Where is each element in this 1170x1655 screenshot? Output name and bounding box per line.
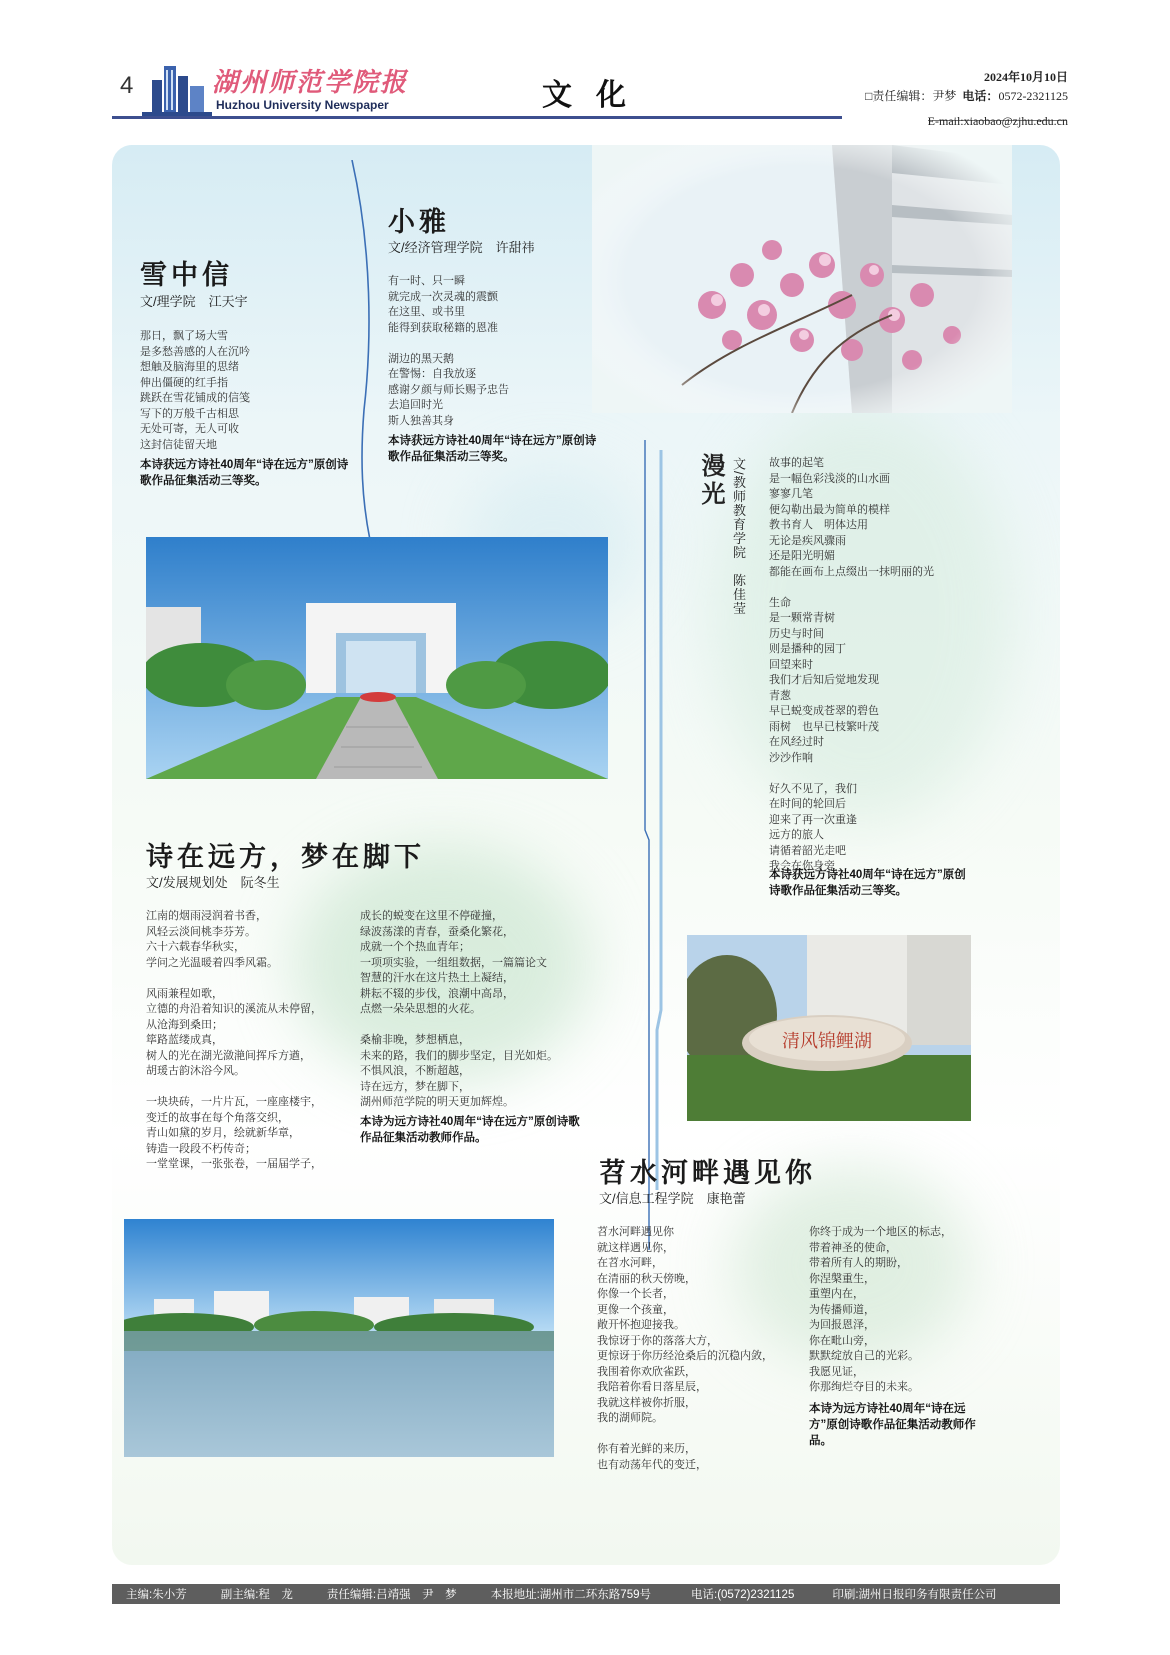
poem-line: 一项项实验，一组组数据，一篇篇论文 [360,955,547,969]
poem-line: 湖州师范学院的明天更加辉煌。 [360,1095,514,1108]
lake-photo-art [124,1219,554,1457]
poem-line: 树人的光在湖光潋滟间挥斥方遒， [146,1048,311,1062]
poem-title-tiaoshui: 苕水河畔遇见你 [599,1158,816,1189]
header-meta [865,68,1068,131]
footer-address: 本报地址:湖州市二环东路759号 [490,1589,651,1601]
poem-line: 敞开怀抱迎接我。 [597,1318,685,1331]
poem-line: 在时间的轮回后 [769,797,846,810]
poem-line: 在警惕：自我放逐 [388,367,476,380]
section-title: 文化 [542,78,650,113]
poem-line: 寥寥几笔 [769,487,813,500]
poem-body-tiaoshui-col2 [809,1224,952,1410]
magnolia-building-photo [592,145,1012,413]
poem-line: 更惊讶于你历经沧桑后的沉稳内敛， [597,1349,773,1362]
paper-name-en: Huzhou University Newspaper [216,98,389,112]
poem-line: 更像一个孩童， [597,1302,674,1316]
poem-line: 去追回时光 [388,398,443,411]
poem-line: 变迁的故事在每个角落交织， [146,1110,289,1124]
poem-line: 立德的舟沿着知识的溪流从未停留， [146,1002,322,1015]
poem-line: 你涅槃重生， [809,1271,875,1285]
poem-byline-shizaiyuanfang: 文/发展规划处 阮冬生 [146,875,280,890]
poem-stanza [360,1032,558,1110]
poem-line: 六十六载春华秋实， [146,940,245,953]
editor-contact [865,87,1068,106]
poem-line: 一块块砖，一片片瓦，一座座楼宇， [146,1095,322,1108]
poem-line: 智慧的汗水在这片热土上凝结， [360,971,514,984]
phone-label: 电话： [962,89,999,103]
poem-line: 跳跃在雪花铺成的信笺 [140,391,250,404]
poem-line: 苕水河畔遇见你 [597,1225,674,1238]
poem-line: 沙沙作响 [769,750,813,764]
stone-inscription-photo [687,935,971,1121]
poem-line: 你那绚烂夺目的未来。 [809,1380,919,1393]
lake-campus-photo [124,1219,554,1457]
poem-body-shizaiyuanfang-col1 [146,908,322,1187]
poem-line: 铸造一段段不朽传奇； [146,1141,256,1155]
poem-line: 生命 [769,595,791,609]
poem-line: 一堂堂课，一张张卷，一届届学子， [146,1157,322,1170]
stone-photo-art [687,935,971,1121]
poem-line: 从沧海到桑田； [146,1017,223,1031]
poem-stanza [146,1094,322,1172]
poem-line: 是一颗常青树 [769,611,835,624]
poem-line: 重塑内在， [809,1287,864,1300]
poem-line: 便勾勒出最为简单的模样 [769,502,890,516]
footer-printer: 印刷:湖州日报印务有限责任公司 [832,1589,997,1601]
poem-body-tiaoshui-col1 [597,1224,773,1488]
poem-line: 我们才后知后觉地发现 [769,673,879,686]
poem-stanza [597,1224,773,1426]
poem-stanza [597,1441,773,1472]
poem-line: 写下的万般千古相思 [140,406,239,420]
poem-line: 我就这样被你折服， [597,1395,696,1409]
poem-line: 你像一个长者， [597,1287,674,1300]
poem-title-xiaoya: 小雅 [388,207,450,238]
duty-editor: □责任编辑：尹梦 [865,89,957,103]
poem-byline-xuezhongxin: 文/理学院 江天宇 [140,294,248,309]
poem-line: 湖边的黑天鹅 [388,351,454,365]
poem-line: 点燃一朵朵思想的火花。 [360,1002,481,1015]
poem-line: 无论是疾风骤雨 [769,533,846,547]
poem-line: 有一时、只一瞬 [388,274,465,287]
poem-title-manguang: 漫光 [697,453,726,509]
poem-line: 为回报恩泽， [809,1318,875,1331]
poem-line: 回望来时 [769,657,813,671]
stone-inscription-text: 清风锦鲤湖 [782,1031,872,1052]
poem-line: 故事的起笔 [769,456,824,469]
main-building-photo [146,537,608,779]
footer-chief-editor: 主编:朱小芳 [126,1589,187,1601]
poem-stanza [769,781,934,874]
poem-line: 是一幅色彩浅淡的山水画 [769,471,890,485]
poem-line: 青山如黛的岁月，绘就新华章， [146,1126,300,1139]
poem-line: 桑榆非晚，梦想栖息， [360,1033,470,1046]
paper-name-cn: 湖州师范学院报 [212,68,409,98]
poem-line: 成长的蜕变在这里不停碰撞， [360,909,503,922]
poem-line: 胡瑗古韵沐浴今风。 [146,1064,245,1077]
poem-stanza [769,595,934,766]
poem-line: 成就一个个热血青年； [360,940,470,953]
poem-line: 带着神圣的使命， [809,1240,897,1254]
poem-line: 无处可寄，无人可收 [140,422,239,435]
poem-line: 在风经过时 [769,735,824,748]
poem-stanza [146,986,322,1079]
poem-stanza [360,908,558,1017]
poem-award-tiaoshui: 本诗为远方诗社40周年“诗在远方”原创诗歌作品征集活动教师作品。 [809,1403,976,1447]
poem-line: 你在毗山旁， [809,1333,875,1347]
poem-line: 带着所有人的期盼， [809,1256,908,1269]
footer-bar [112,1584,1060,1604]
poem-stanza [809,1224,952,1395]
poem-stanza [140,328,250,452]
footer-phone: 电话:(0572)2321125 [691,1589,795,1601]
poem-line: 我围着你欢欣雀跃， [597,1364,696,1378]
poem-line: 青葱 [769,688,791,702]
poem-line: 迎来了再一次重逢 [769,812,857,826]
poem-line: 我的湖师院。 [597,1411,663,1424]
poem-body-manguang [769,455,934,889]
poem-body-xuezhongxin [140,328,250,468]
phone-number: 0572-2321125 [998,89,1068,103]
poem-line: 这封信徒留天地 [140,437,217,451]
poem-line: 教书育人 明体达用 [769,518,868,531]
campus-building-logo-icon [142,58,212,120]
poem-stanza [388,273,509,335]
poem-line: 在清丽的秋天傍晚， [597,1271,696,1285]
poem-line: 想触及脑海里的思绪 [140,360,239,373]
poem-line: 筚路蓝缕成真， [146,1033,223,1046]
poem-line: 就完成一次灵魂的震颤 [388,289,498,303]
poem-line: 你终于成为一个地区的标志， [809,1225,952,1238]
magnolia-photo-art [592,145,1012,413]
poem-stanza [146,908,322,970]
poem-line: 我惊讶于你的落落大方， [597,1333,718,1347]
poem-award-shizaiyuanfang: 本诗为远方诗社40周年“诗在远方”原创诗歌作品征集活动教师作品。 [360,1116,580,1144]
footer-deputy-editor: 副主编:程 龙 [220,1589,293,1601]
poem-line: 雨树 也早已枝繁叶茂 [769,719,879,733]
poem-byline-tiaoshui: 文/信息工程学院 康艳蕾 [599,1191,746,1206]
poem-line: 默默绽放自己的光彩。 [809,1349,919,1362]
poem-line: 就这样遇见你， [597,1240,674,1254]
email: E-mail:xiaobao@zjhu.edu.cn [927,114,1068,128]
poem-line: 为传播师道， [809,1302,875,1316]
poem-line: 远方的旅人 [769,828,824,841]
poem-line: 历史与时间 [769,626,824,640]
footer-duty-editor: 责任编辑:吕靖强 尹 梦 [326,1589,457,1601]
poem-line: 能得到获取秘籍的恩准 [388,320,498,334]
poem-body-shizaiyuanfang-col2 [360,908,558,1125]
poem-line: 伸出僵硬的红手指 [140,375,228,389]
poem-title-shizaiyuanfang: 诗在远方，梦在脚下 [146,842,425,873]
main-building-photo-art [146,537,608,779]
poem-line: 耕耘不辍的步伐，浪潮中高昂， [360,986,514,1000]
poem-award-xiaoya: 本诗获远方诗社40周年“诗在远方”原创诗歌作品征集活动三等奖。 [388,435,597,463]
poem-line: 你有着光鲜的来历， [597,1442,696,1455]
poem-line: 不惧风浪，不断超越， [360,1064,470,1077]
poem-line: 在这里、或书里 [388,305,465,318]
page-number: 4 [120,72,134,99]
poem-line: 早已蜕变成苍翠的碧色 [769,704,879,717]
poem-line: 请循着韶光走吧 [769,843,846,857]
poem-stanza [388,351,509,429]
poem-line: 都能在画布上点缀出一抹明丽的光 [769,564,934,578]
poem-stanza [769,455,934,579]
poem-line: 风轻云淡间桃李芬芳。 [146,924,256,938]
poem-line: 是多愁善感的人在沉吟 [140,344,250,358]
poem-line: 那日，飘了场大雪 [140,329,228,342]
poem-line: 我会在你身旁 [769,859,835,872]
content-panel [112,145,1060,1565]
poem-line: 感谢夕颜与师长赐予忠告 [388,382,509,396]
poem-line: 斯人独善其身 [388,413,454,427]
issue-date: 2024年10月10日 [983,70,1068,84]
poem-byline-manguang: 文/教师教育学院 陈佳莹 [731,457,746,616]
poem-award-manguang: 本诗获远方诗社40周年“诗在远方”原创诗歌作品征集活动三等奖。 [769,869,966,897]
poem-title-xuezhongxin: 雪中信 [140,260,233,291]
poem-line: 我陪着你看日落星辰， [597,1380,707,1393]
poem-body-xiaoya [388,273,509,444]
poem-line: 我愿见证， [809,1364,864,1378]
poem-line: 绿波荡漾的青春，蚕桑化繁花， [360,924,514,938]
poem-line: 还是阳光明媚 [769,549,835,562]
poem-line: 在苕水河畔， [597,1256,663,1269]
poem-line: 未来的路，我们的脚步坚定，目光如炬。 [360,1048,558,1062]
poem-byline-xiaoya: 文/经济管理学院 许甜祎 [388,240,535,255]
poem-line: 也有动荡年代的变迁， [597,1457,707,1471]
poem-award-xuezhongxin: 本诗获远方诗社40周年“诗在远方”原创诗歌作品征集活动三等奖。 [140,459,349,487]
divider-vertical [637,430,667,1250]
poem-line: 则是播种的园丁 [769,642,846,655]
poem-line: 诗在远方，梦在脚下， [360,1079,470,1093]
poem-line: 江南的烟雨浸润着书香， [146,909,267,922]
header-rule [112,116,842,119]
poem-line: 风雨兼程如歌， [146,986,223,1000]
poem-line: 学问之光温暖着四季风霜。 [146,955,278,969]
poem-line: 好久不见了，我们 [769,781,857,795]
